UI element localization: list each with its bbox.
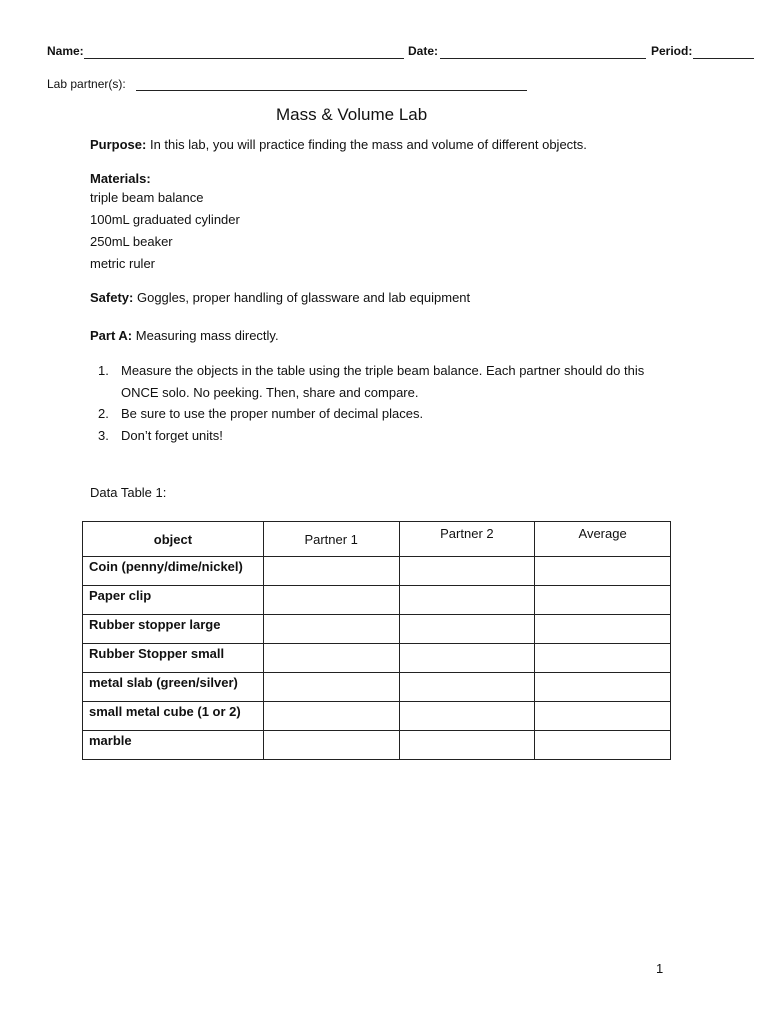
average-cell[interactable] — [535, 731, 671, 760]
row-object-cell: metal slab (green/silver) — [83, 673, 264, 702]
period-label: Period: — [651, 44, 693, 58]
step-number: 1. — [98, 363, 109, 378]
step-number: 2. — [98, 406, 109, 421]
table-row — [83, 586, 671, 615]
average-cell[interactable] — [535, 615, 671, 644]
table-row — [83, 557, 671, 586]
table-row — [83, 731, 671, 760]
data-table-label: Data Table 1: — [90, 485, 167, 500]
safety-text: Goggles, proper handling of glassware and lab equipment — [136, 290, 471, 305]
partner-1-cell[interactable] — [263, 673, 399, 702]
page-title: Mass & Volume Lab — [276, 105, 428, 124]
safety-section — [90, 290, 470, 305]
step-text: Don’t forget units! — [121, 428, 223, 443]
row-object-cell: marble — [83, 731, 264, 760]
partner-1-cell[interactable] — [263, 731, 399, 760]
row-object-cell: small metal cube (1 or 2) — [83, 702, 264, 731]
average-cell[interactable] — [535, 557, 671, 586]
date-label: Date: — [408, 44, 439, 58]
column-header-average: Average — [535, 522, 671, 557]
partner-2-cell[interactable] — [399, 644, 535, 673]
purpose-label: Purpose: — [90, 137, 147, 152]
average-cell[interactable] — [535, 673, 671, 702]
average-cell[interactable] — [535, 644, 671, 673]
lab-partner-field[interactable] — [136, 90, 527, 91]
period-field[interactable] — [693, 58, 754, 59]
row-object-cell: Paper clip — [83, 586, 264, 615]
table-row — [83, 673, 671, 702]
table-row — [83, 644, 671, 673]
partner-2-cell[interactable] — [399, 615, 535, 644]
step-number: 3. — [98, 428, 109, 443]
partner-1-cell[interactable] — [263, 557, 399, 586]
step-text: ONCE solo. No peeking. Then, share and compare. — [121, 385, 419, 400]
column-header-object: object — [83, 522, 264, 557]
materials-item: 100mL graduated cylinder — [90, 212, 240, 227]
average-cell[interactable] — [535, 702, 671, 731]
row-object-cell: Rubber Stopper small — [83, 644, 264, 673]
materials-item: triple beam balance — [90, 190, 204, 205]
name-label: Name: — [47, 44, 84, 58]
table-header-row — [83, 522, 671, 557]
date-field[interactable] — [440, 58, 646, 59]
purpose-section — [90, 137, 587, 152]
partner-1-cell[interactable] — [263, 644, 399, 673]
step-text: Measure the objects in the table using the triple beam balance. Each partner should do this — [121, 363, 645, 378]
partner-1-cell[interactable] — [263, 615, 399, 644]
partner-2-cell[interactable] — [399, 702, 535, 731]
part-a-label: Part A: — [90, 328, 133, 343]
part-a-text: Measuring mass directly. — [135, 328, 279, 343]
partner-2-cell[interactable] — [399, 731, 535, 760]
partner-1-cell[interactable] — [263, 586, 399, 615]
column-header-partner-1: Partner 1 — [263, 522, 399, 557]
column-header-partner-2: Partner 2 — [399, 522, 535, 557]
partner-2-cell[interactable] — [399, 673, 535, 702]
materials-label: Materials: — [90, 171, 151, 186]
page-number: 1 — [656, 961, 664, 976]
partner-2-cell[interactable] — [399, 586, 535, 615]
table-row — [83, 702, 671, 731]
materials-item: 250mL beaker — [90, 234, 173, 249]
row-object-cell: Coin (penny/dime/nickel) — [83, 557, 264, 586]
name-field[interactable] — [84, 58, 404, 59]
purpose-text: In this lab, you will practice finding the mass and volume of different objects. — [149, 137, 587, 152]
partner-2-cell[interactable] — [399, 557, 535, 586]
step-text: Be sure to use the proper number of decimal places. — [121, 406, 424, 421]
safety-label: Safety: — [90, 290, 134, 305]
row-object-cell: Rubber stopper large — [83, 615, 264, 644]
part-a-section — [90, 328, 279, 343]
data-table — [82, 521, 671, 760]
lab-partner-label: Lab partner(s): — [47, 77, 126, 91]
table-row — [83, 615, 671, 644]
average-cell[interactable] — [535, 586, 671, 615]
partner-1-cell[interactable] — [263, 702, 399, 731]
materials-item: metric ruler — [90, 256, 156, 271]
